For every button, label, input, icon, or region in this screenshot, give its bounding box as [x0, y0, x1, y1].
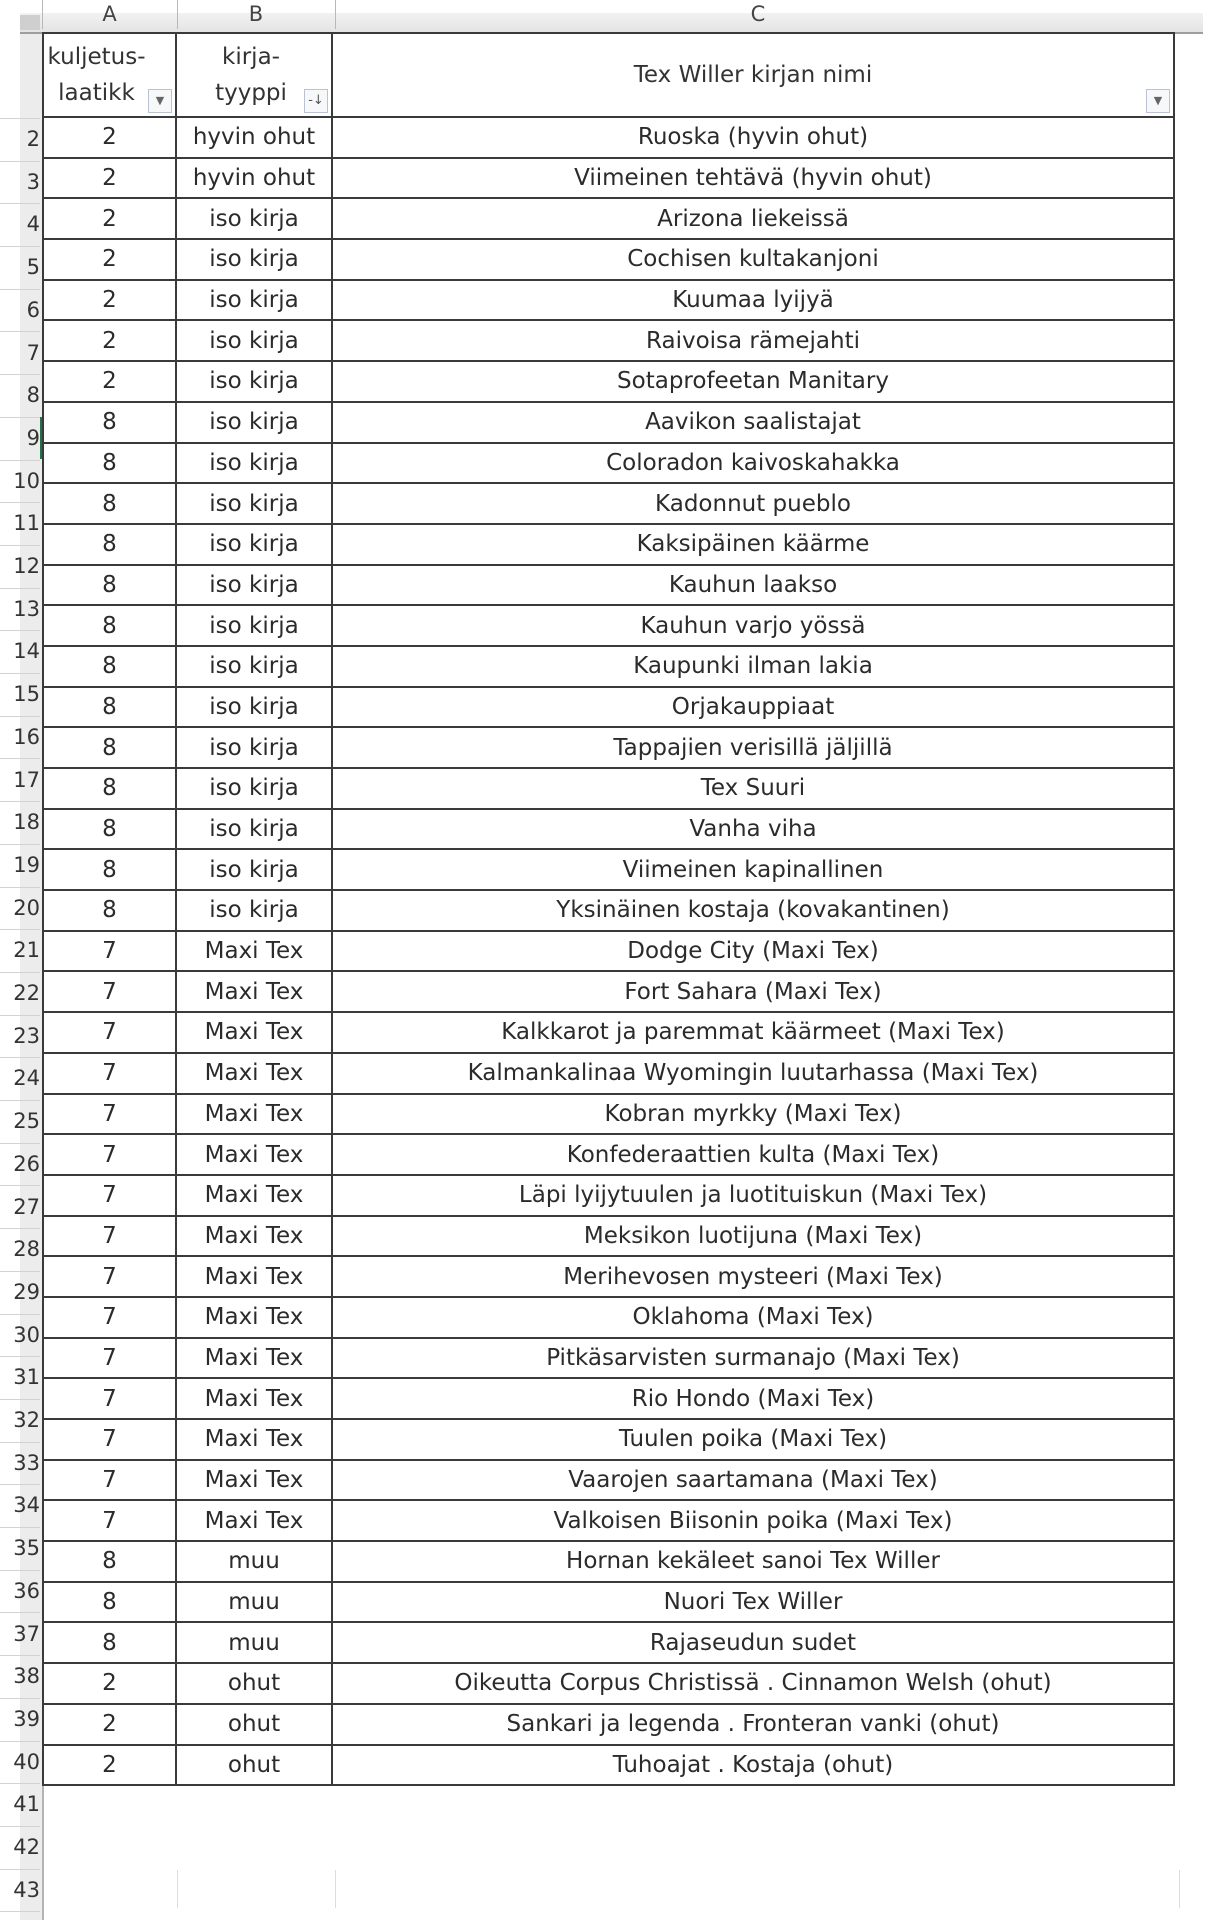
cell-kirjan-nimi[interactable]: Nuori Tex Willer: [332, 1582, 1174, 1623]
cell-kuljetuslaatikko[interactable]: 7: [43, 1500, 176, 1541]
cell-kirjatyyppi[interactable]: iso kirja: [176, 320, 332, 361]
filter-dropdown-icon[interactable]: ▼: [148, 89, 172, 113]
table-row: [43, 1541, 1174, 1582]
cell-kirjatyyppi[interactable]: Maxi Tex: [176, 1297, 332, 1338]
cell-kirjan-nimi[interactable]: Rio Hondo (Maxi Tex): [332, 1378, 1174, 1419]
row-header[interactable]: 29: [0, 1271, 40, 1315]
table-row: [43, 117, 1174, 158]
gridline: [1179, 1870, 1180, 1908]
cell-kuljetuslaatikko[interactable]: 8: [43, 443, 176, 484]
column-header-b[interactable]: B: [177, 0, 334, 29]
cell-kirjatyyppi[interactable]: iso kirja: [176, 646, 332, 687]
cell-kirjatyyppi[interactable]: ohut: [176, 1704, 332, 1745]
cell-kirjatyyppi[interactable]: iso kirja: [176, 483, 332, 524]
cell-kirjatyyppi[interactable]: iso kirja: [176, 239, 332, 280]
table-row: [43, 1460, 1174, 1501]
table-row: [43, 768, 1174, 809]
cell-kirjan-nimi[interactable]: Valkoisen Biisonin poika (Maxi Tex): [332, 1500, 1174, 1541]
row-header-strip: [13, 34, 44, 1920]
cell-kirjatyyppi[interactable]: iso kirja: [176, 361, 332, 402]
cell-kirjan-nimi[interactable]: Kalkkarot ja paremmat käärmeet (Maxi Tex): [332, 1012, 1174, 1053]
cell-kirjatyyppi[interactable]: Maxi Tex: [176, 1094, 332, 1135]
row-header[interactable]: 34: [0, 1484, 40, 1528]
cell-kuljetuslaatikko[interactable]: 7: [43, 1012, 176, 1053]
cell-kirjatyyppi[interactable]: iso kirja: [176, 768, 332, 809]
table-row: [43, 483, 1174, 524]
cell-kirjatyyppi[interactable]: iso kirja: [176, 565, 332, 606]
cell-kirjatyyppi[interactable]: Maxi Tex: [176, 1012, 332, 1053]
row-header[interactable]: 20: [0, 887, 40, 931]
cell-kirjan-nimi[interactable]: Kuumaa lyijyä: [332, 280, 1174, 321]
table-row: [43, 727, 1174, 768]
row-header[interactable]: 23: [0, 1015, 40, 1059]
row-header[interactable]: 6: [0, 289, 40, 333]
cell-kuljetuslaatikko[interactable]: 8: [43, 402, 176, 443]
row-header[interactable]: 28: [0, 1228, 40, 1272]
row-header[interactable]: 14: [0, 630, 40, 674]
cell-kirjan-nimi[interactable]: Kauhun laakso: [332, 565, 1174, 606]
cell-kuljetuslaatikko[interactable]: 7: [43, 971, 176, 1012]
cell-kirjan-nimi[interactable]: Kaksipäinen käärme: [332, 524, 1174, 565]
row-header-1[interactable]: [0, 34, 40, 119]
row-header[interactable]: 19: [0, 844, 40, 888]
cell-kirjan-nimi[interactable]: Kadonnut pueblo: [332, 483, 1174, 524]
cell-kuljetuslaatikko[interactable]: 8: [43, 1541, 176, 1582]
cell-kirjatyyppi[interactable]: Maxi Tex: [176, 1338, 332, 1379]
table-row: [43, 1582, 1174, 1623]
cell-kuljetuslaatikko[interactable]: 8: [43, 890, 176, 931]
cell-kuljetuslaatikko[interactable]: 7: [43, 1094, 176, 1135]
table-row: [43, 1134, 1174, 1175]
table-row: [43, 1053, 1174, 1094]
cell-kirjan-nimi[interactable]: Oikeutta Corpus Christissä . Cinnamon Welsh (ohut): [332, 1663, 1174, 1704]
cell-kirjan-nimi[interactable]: Dodge City (Maxi Tex): [332, 931, 1174, 972]
row-header[interactable]: 3: [0, 161, 40, 205]
cell-kirjatyyppi[interactable]: iso kirja: [176, 402, 332, 443]
table-row: [43, 687, 1174, 728]
table-row: [43, 524, 1174, 565]
header-label-line2: laatikk: [58, 80, 135, 106]
row-header[interactable]: 13: [0, 588, 40, 632]
cell-kirjatyyppi[interactable]: iso kirja: [176, 687, 332, 728]
row-header[interactable]: 24: [0, 1057, 40, 1101]
table-row: [43, 198, 1174, 239]
cell-kirjan-nimi[interactable]: Tex Suuri: [332, 768, 1174, 809]
cell-kirjatyyppi[interactable]: Maxi Tex: [176, 1500, 332, 1541]
cell-kirjan-nimi[interactable]: Ruoska (hyvin ohut): [332, 117, 1174, 158]
table-row: [43, 1378, 1174, 1419]
cell-kuljetuslaatikko[interactable]: 2: [43, 361, 176, 402]
cell-kirjatyyppi[interactable]: Maxi Tex: [176, 1134, 332, 1175]
cell-kirjan-nimi[interactable]: Kauhun varjo yössä: [332, 605, 1174, 646]
cell-kirjatyyppi[interactable]: iso kirja: [176, 198, 332, 239]
cell-kuljetuslaatikko[interactable]: 2: [43, 239, 176, 280]
row-header[interactable]: 21: [0, 929, 40, 973]
cell-kirjatyyppi[interactable]: Maxi Tex: [176, 1216, 332, 1257]
cell-kirjatyyppi[interactable]: Maxi Tex: [176, 1419, 332, 1460]
row-header[interactable]: 33: [0, 1442, 40, 1486]
gridline: [177, 1870, 178, 1908]
cell-kirjatyyppi[interactable]: muu: [176, 1541, 332, 1582]
cell-kuljetuslaatikko[interactable]: 7: [43, 1216, 176, 1257]
cell-kuljetuslaatikko[interactable]: 7: [43, 1053, 176, 1094]
table-row: [43, 931, 1174, 972]
cell-kuljetuslaatikko[interactable]: 8: [43, 687, 176, 728]
cell-kirjan-nimi[interactable]: Meksikon luotijuna (Maxi Tex): [332, 1216, 1174, 1257]
cell-kirjan-nimi[interactable]: Pitkäsarvisten surmanajo (Maxi Tex): [332, 1338, 1174, 1379]
cell-kirjan-nimi[interactable]: Sotaprofeetan Manitary: [332, 361, 1174, 402]
filter-dropdown-icon[interactable]: ▼: [1146, 89, 1170, 113]
cell-kuljetuslaatikko[interactable]: 8: [43, 1622, 176, 1663]
table-row: [43, 1704, 1174, 1745]
cell-kuljetuslaatikko[interactable]: 7: [43, 1338, 176, 1379]
cell-kirjatyyppi[interactable]: iso kirja: [176, 727, 332, 768]
cell-kirjatyyppi[interactable]: iso kirja: [176, 849, 332, 890]
table-row: [43, 361, 1174, 402]
cell-kirjatyyppi[interactable]: hyvin ohut: [176, 158, 332, 199]
header-kirjatyyppi: [176, 33, 332, 117]
table-row: [43, 280, 1174, 321]
cell-kuljetuslaatikko[interactable]: 7: [43, 1419, 176, 1460]
cell-kirjan-nimi[interactable]: Vanha viha: [332, 809, 1174, 850]
row-header[interactable]: 4: [0, 203, 40, 247]
gridline: [335, 1870, 336, 1908]
row-header[interactable]: 43: [0, 1869, 40, 1913]
cell-kuljetuslaatikko[interactable]: 2: [43, 117, 176, 158]
cell-kirjatyyppi[interactable]: ohut: [176, 1663, 332, 1704]
cell-kuljetuslaatikko[interactable]: 8: [43, 524, 176, 565]
cell-kirjan-nimi[interactable]: Aavikon saalistajat: [332, 402, 1174, 443]
cell-kirjan-nimi[interactable]: Oklahoma (Maxi Tex): [332, 1297, 1174, 1338]
table-row: [43, 1745, 1174, 1786]
row-header[interactable]: 5: [0, 246, 40, 290]
cell-kuljetuslaatikko[interactable]: 8: [43, 809, 176, 850]
row-header[interactable]: 9: [0, 417, 40, 461]
table-row: [43, 1216, 1174, 1257]
row-header[interactable]: 37: [0, 1613, 40, 1657]
table-row: [43, 1256, 1174, 1297]
cell-kuljetuslaatikko[interactable]: 8: [43, 768, 176, 809]
table-row: [43, 158, 1174, 199]
header-label-line2: tyyppi: [215, 80, 287, 106]
cell-kuljetuslaatikko[interactable]: 7: [43, 1297, 176, 1338]
cell-kirjan-nimi[interactable]: Kobran myrkky (Maxi Tex): [332, 1094, 1174, 1135]
cell-kuljetuslaatikko[interactable]: 8: [43, 646, 176, 687]
row-header[interactable]: 2: [0, 118, 40, 162]
table-row: [43, 890, 1174, 931]
table-row: [43, 320, 1174, 361]
cell-kirjatyyppi[interactable]: Maxi Tex: [176, 1378, 332, 1419]
header-kuljetuslaatikko: [43, 33, 176, 117]
cell-kirjan-nimi[interactable]: Cochisen kultakanjoni: [332, 239, 1174, 280]
sort-filter-icon[interactable]: -↓: [304, 89, 328, 113]
cell-kirjatyyppi[interactable]: Maxi Tex: [176, 971, 332, 1012]
row-header[interactable]: 18: [0, 801, 40, 845]
table-row: [43, 849, 1174, 890]
row-header[interactable]: 26: [0, 1143, 40, 1187]
cell-kirjan-nimi[interactable]: Kaupunki ilman lakia: [332, 646, 1174, 687]
cell-kirjatyyppi[interactable]: Maxi Tex: [176, 931, 332, 972]
table-row: [43, 1500, 1174, 1541]
cell-kuljetuslaatikko[interactable]: 7: [43, 1460, 176, 1501]
select-all-corner[interactable]: [20, 15, 40, 30]
cell-kuljetuslaatikko[interactable]: 7: [43, 1175, 176, 1216]
cell-kirjan-nimi[interactable]: Tappajien verisillä jäljillä: [332, 727, 1174, 768]
row-header[interactable]: 8: [0, 374, 40, 418]
cell-kirjatyyppi[interactable]: Maxi Tex: [176, 1460, 332, 1501]
table-row: [43, 1663, 1174, 1704]
table-row: [43, 565, 1174, 606]
row-header[interactable]: 41: [0, 1783, 40, 1827]
cell-kirjan-nimi[interactable]: Coloradon kaivoskahakka: [332, 443, 1174, 484]
row-header[interactable]: 42: [0, 1826, 40, 1870]
row-header[interactable]: 10: [0, 460, 40, 504]
cell-kirjatyyppi[interactable]: muu: [176, 1622, 332, 1663]
cell-kuljetuslaatikko[interactable]: 2: [43, 320, 176, 361]
row-header[interactable]: 22: [0, 972, 40, 1016]
table-row: [43, 1175, 1174, 1216]
row-header[interactable]: 16: [0, 716, 40, 760]
cell-kirjatyyppi[interactable]: iso kirja: [176, 890, 332, 931]
header-kirjan-nimi: [332, 33, 1174, 117]
row-header[interactable]: 11: [0, 502, 40, 546]
table-row: [43, 1622, 1174, 1663]
cell-kirjan-nimi[interactable]: Arizona liekeissä: [332, 198, 1174, 239]
row-header[interactable]: 17: [0, 759, 40, 803]
book-table: [42, 32, 1175, 1786]
header-label-line1: kuljetus-: [47, 44, 146, 70]
cell-kirjan-nimi[interactable]: Viimeinen tehtävä (hyvin ohut): [332, 158, 1174, 199]
table-row: [43, 239, 1174, 280]
cell-kirjan-nimi[interactable]: Fort Sahara (Maxi Tex): [332, 971, 1174, 1012]
cell-kirjan-nimi[interactable]: Vaarojen saartamana (Maxi Tex): [332, 1460, 1174, 1501]
cell-kuljetuslaatikko[interactable]: 7: [43, 1256, 176, 1297]
cell-kirjatyyppi[interactable]: iso kirja: [176, 443, 332, 484]
cell-kirjan-nimi[interactable]: Hornan kekäleet sanoi Tex Willer: [332, 1541, 1174, 1582]
table-row: [43, 1338, 1174, 1379]
row-header[interactable]: 31: [0, 1356, 40, 1400]
header-label-line1: kirja-: [222, 44, 280, 70]
row-header[interactable]: 12: [0, 545, 40, 589]
table-row: [43, 1094, 1174, 1135]
cell-kuljetuslaatikko[interactable]: 7: [43, 931, 176, 972]
cell-kuljetuslaatikko[interactable]: 8: [43, 483, 176, 524]
table-row: [43, 1012, 1174, 1053]
table-row: [43, 971, 1174, 1012]
cell-kuljetuslaatikko[interactable]: 7: [43, 1134, 176, 1175]
cell-kuljetuslaatikko[interactable]: 2: [43, 1663, 176, 1704]
empty-row-43: [42, 1870, 1182, 1910]
cell-kuljetuslaatikko[interactable]: 8: [43, 849, 176, 890]
cell-kirjan-nimi[interactable]: Sankari ja legenda . Fronteran vanki (ohut): [332, 1704, 1174, 1745]
cell-kirjatyyppi[interactable]: iso kirja: [176, 809, 332, 850]
cell-kuljetuslaatikko[interactable]: 8: [43, 1582, 176, 1623]
cell-kuljetuslaatikko[interactable]: 2: [43, 1745, 176, 1786]
cell-kirjan-nimi[interactable]: Orjakauppiaat: [332, 687, 1174, 728]
header-label: Tex Willer kirjan nimi: [633, 62, 873, 88]
table-row: [43, 1297, 1174, 1338]
row-header[interactable]: 40: [0, 1741, 40, 1785]
cell-kirjatyyppi[interactable]: Maxi Tex: [176, 1175, 332, 1216]
cell-kirjan-nimi[interactable]: Rajaseudun sudet: [332, 1622, 1174, 1663]
cell-kirjan-nimi[interactable]: Merihevosen mysteeri (Maxi Tex): [332, 1256, 1174, 1297]
cell-kirjan-nimi[interactable]: Konfederaattien kulta (Maxi Tex): [332, 1134, 1174, 1175]
row-header[interactable]: 15: [0, 673, 40, 717]
table-row: [43, 646, 1174, 687]
row-header[interactable]: 38: [0, 1655, 40, 1699]
cell-kuljetuslaatikko[interactable]: 2: [43, 198, 176, 239]
column-header-strip: [20, 2, 1203, 34]
row-header[interactable]: 27: [0, 1186, 40, 1230]
row-header[interactable]: 30: [0, 1314, 40, 1358]
cell-kirjatyyppi[interactable]: hyvin ohut: [176, 117, 332, 158]
cell-kirjatyyppi[interactable]: iso kirja: [176, 524, 332, 565]
table-row: [43, 809, 1174, 850]
column-header-c[interactable]: C: [335, 0, 1180, 29]
cell-kirjan-nimi[interactable]: Raivoisa rämejahti: [332, 320, 1174, 361]
column-header-a[interactable]: A: [42, 0, 176, 29]
table-row: [43, 1419, 1174, 1460]
cell-kuljetuslaatikko[interactable]: 2: [43, 158, 176, 199]
row-header[interactable]: 35: [0, 1527, 40, 1571]
cell-kuljetuslaatikko[interactable]: 7: [43, 1378, 176, 1419]
cell-kirjatyyppi[interactable]: iso kirja: [176, 280, 332, 321]
cell-kirjatyyppi[interactable]: muu: [176, 1582, 332, 1623]
cell-kuljetuslaatikko[interactable]: 2: [43, 1704, 176, 1745]
cell-kirjan-nimi[interactable]: Viimeinen kapinallinen: [332, 849, 1174, 890]
cell-kuljetuslaatikko[interactable]: 8: [43, 727, 176, 768]
cell-kuljetuslaatikko[interactable]: 8: [43, 605, 176, 646]
row-header[interactable]: 32: [0, 1399, 40, 1443]
cell-kirjan-nimi[interactable]: Tuhoajat . Kostaja (ohut): [332, 1745, 1174, 1786]
row-header[interactable]: 7: [0, 332, 40, 376]
cell-kuljetuslaatikko[interactable]: 8: [43, 565, 176, 606]
table-header-row: [43, 33, 1174, 117]
cell-kirjan-nimi[interactable]: Tuulen poika (Maxi Tex): [332, 1419, 1174, 1460]
table-row: [43, 443, 1174, 484]
cell-kirjan-nimi[interactable]: Yksinäinen kostaja (kovakantinen): [332, 890, 1174, 931]
cell-kirjatyyppi[interactable]: Maxi Tex: [176, 1256, 332, 1297]
cell-kirjatyyppi[interactable]: ohut: [176, 1745, 332, 1786]
row-header[interactable]: 36: [0, 1570, 40, 1614]
row-header[interactable]: 25: [0, 1100, 40, 1144]
cell-kirjan-nimi[interactable]: Läpi lyijytuulen ja luotituiskun (Maxi Tex): [332, 1175, 1174, 1216]
cell-kirjatyyppi[interactable]: Maxi Tex: [176, 1053, 332, 1094]
table-row: [43, 402, 1174, 443]
cell-kirjan-nimi[interactable]: Kalmankalinaa Wyomingin luutarhassa (Maxi Tex): [332, 1053, 1174, 1094]
cell-kirjatyyppi[interactable]: iso kirja: [176, 605, 332, 646]
table-row: [43, 605, 1174, 646]
cell-kuljetuslaatikko[interactable]: 2: [43, 280, 176, 321]
row-header[interactable]: 39: [0, 1698, 40, 1742]
